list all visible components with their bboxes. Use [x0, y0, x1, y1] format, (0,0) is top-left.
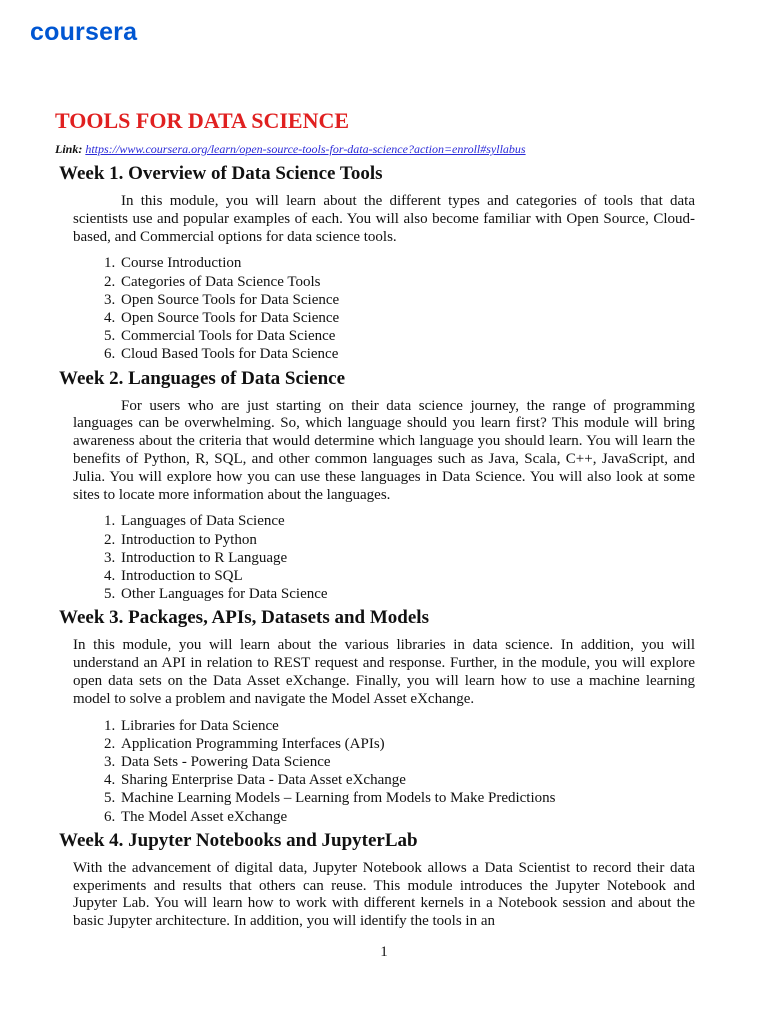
- week-3-heading: Week 3. Packages, APIs, Datasets and Models: [59, 607, 429, 629]
- list-item: 1. Libraries for Data Science: [119, 717, 695, 735]
- list-item: 2. Introduction to Python: [119, 531, 695, 549]
- week-1-heading: Week 1. Overview of Data Science Tools: [59, 163, 383, 184]
- list-item: 5. Commercial Tools for Data Science: [119, 327, 695, 345]
- list-item: 6. Cloud Based Tools for Data Science: [119, 345, 695, 363]
- list-item: 5. Machine Learning Models – Learning from Models to Make Predictions: [119, 789, 695, 807]
- list-item: 4. Sharing Enterprise Data - Data Asset eXchange: [119, 771, 695, 789]
- week-4-description: With the advancement of digital data, Jupyter Notebook allows a Data Scientist to record their data experiments and results that others can reuse. This module introduces the Jupyter Notebook and Jupyter Lab. You will learn how to work with different kernels in a Notebook session and about the basic Jupyter architecture. In addition, you will identify the tools in an: [73, 859, 695, 930]
- course-link[interactable]: https://www.coursera.org/learn/open-source-tools-for-data-science?action=enroll#syllabus: [85, 142, 526, 156]
- list-item: 3. Open Source Tools for Data Science: [119, 291, 695, 309]
- document-body: [55, 108, 695, 939]
- week-2-heading: Week 2. Languages of Data Science: [59, 367, 346, 389]
- link-line: [55, 142, 695, 157]
- week-3-list: [73, 717, 695, 826]
- week-2-list: [73, 512, 695, 603]
- week-4-heading: Week 4. Jupyter Notebooks and JupyterLab: [59, 829, 418, 851]
- list-item: 1. Course Introduction: [119, 254, 695, 272]
- list-item: 2. Categories of Data Science Tools: [119, 273, 695, 291]
- document-title: TOOLS FOR DATA SCIENCE: [55, 108, 350, 133]
- week-2-description: For users who are just starting on their data science journey, the range of programming languages can be overwhelming. So, which language should you learn first? This module will bring awareness about the criteria that would determine which language you should learn. You will learn the benefits of Python, R, SQL, and other common languages such as Java, Scala, C++, JavaScript, and Julia. You will explore how you can use these languages in Data Science. You will also look at some sites to locate more information about the languages.: [73, 397, 695, 503]
- list-item: 4. Open Source Tools for Data Science: [119, 309, 695, 327]
- list-item: 2. Application Programming Interfaces (APIs): [119, 735, 695, 753]
- link-label: Link:: [55, 142, 83, 156]
- week-3-description: In this module, you will learn about the various libraries in data science. In addition, you will understand an API in relation to REST request and response. Further, in the module, you will explore open data sets on the Data Asset eXchange. Finally, you will learn how to use a machine learning model to solve a problem and navigate the Model Asset eXchange.: [73, 637, 695, 707]
- week-1-list: [73, 254, 695, 363]
- list-item: 5. Other Languages for Data Science: [119, 585, 695, 603]
- list-item: 3. Introduction to R Language: [119, 549, 695, 567]
- week-1-description: In this module, you will learn about the different types and categories of tools that data scientists use and popular examples of each. You will also become familiar with Open Source, Cloud-based, and Commercial options for data science tools.: [73, 193, 695, 245]
- list-item: 6. The Model Asset eXchange: [119, 808, 695, 826]
- list-item: 3. Data Sets - Powering Data Science: [119, 753, 695, 771]
- list-item: 4. Introduction to SQL: [119, 567, 695, 585]
- page-number: 1: [380, 944, 388, 960]
- list-item: 1. Languages of Data Science: [119, 512, 695, 530]
- coursera-logo: coursera: [30, 18, 138, 46]
